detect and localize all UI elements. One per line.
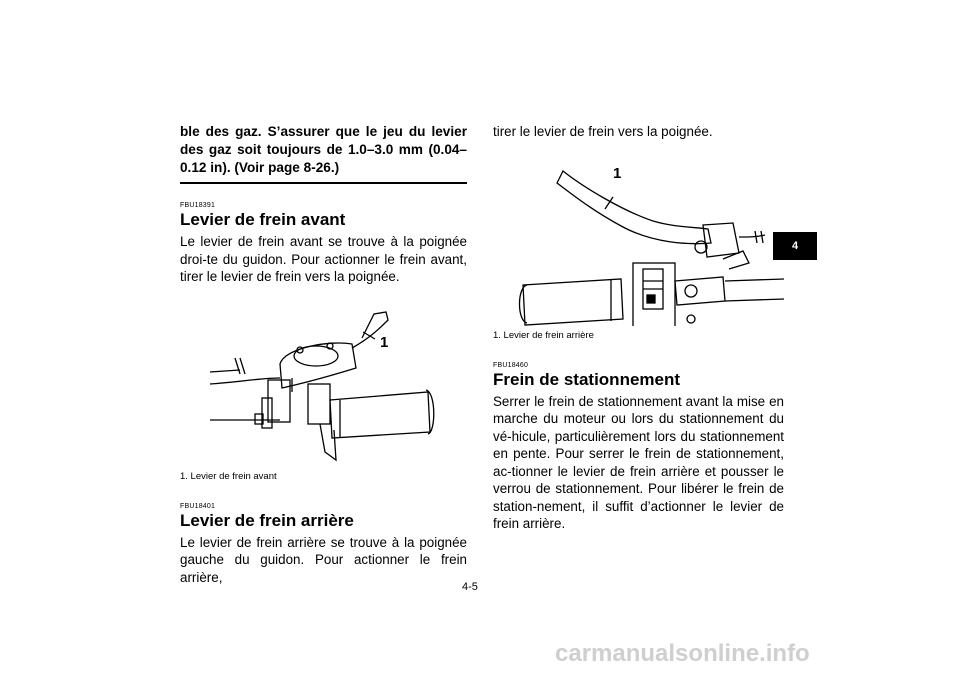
chapter-tab: 4 — [773, 232, 817, 260]
section-code: FBU18460 — [493, 361, 529, 369]
section-heading-rear-brake: Levier de frein arrière — [180, 510, 354, 530]
section-body-front-brake: Le levier de frein avant se trouve à la poignée droi-te du guidon. Pour actionner le frein avant, tirer le levier de frein vers la poignée. — [180, 234, 467, 284]
section-code: FBU18391 — [180, 202, 216, 209]
section-code: FBU18401 — [180, 502, 216, 510]
section-heading-parking-brake: Frein de stationnement — [493, 369, 681, 389]
section-rule — [180, 182, 467, 184]
rear-brake-continuation: tirer le levier de frein vers la poignée. — [493, 124, 713, 139]
section-body-rear-brake: Le levier de frein arrière se trouve à la poignée gauche du guidon. Pour actionner le frein arrière, — [180, 534, 467, 585]
rear-brake-figure — [493, 151, 784, 326]
watermark: carmanualsonline.info — [555, 640, 810, 667]
rear-brake-callout: 1 — [613, 164, 622, 182]
intro-text: ble des gaz. S’assurer que le jeu du levier des gaz soit toujours de 1.0–3.0 mm (0.04–0.12 in). (Voir page 8-26.) — [180, 124, 467, 175]
section-body-parking-brake: Serrer le frein de stationnement avant la mise en marche du moteur ou lors du stationnement du vé-hicule, particulièrement lors du stationnement en pente. Pour serrer le frein de stationnement, ac-tionner le levier de frein arrière et pousser le verrou de stationnement. Pour libérer le frein de station-nement, il suffit d’actionner le levier de frein arrière. — [493, 393, 784, 531]
right-column — [493, 123, 784, 533]
rear-brake-illustration — [493, 151, 784, 326]
section-heading-front-brake: Levier de frein avant — [180, 210, 346, 229]
rear-brake-caption: 1. Levier de frein arrière — [493, 329, 594, 341]
front-brake-figure — [180, 292, 467, 467]
front-brake-callout: 1 — [380, 333, 389, 351]
page-number: 4-5 — [462, 581, 478, 593]
front-brake-illustration — [180, 292, 467, 467]
front-brake-caption: 1. Levier de frein avant — [180, 470, 277, 482]
left-column — [180, 123, 467, 586]
